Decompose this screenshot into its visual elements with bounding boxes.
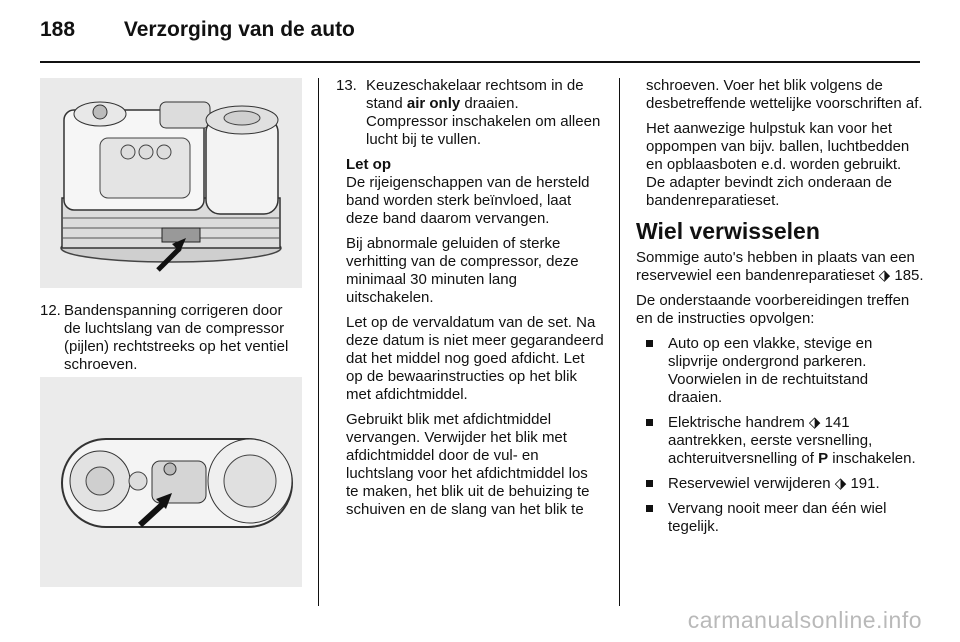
air-only-label: air only	[406, 95, 461, 112]
column-divider-1	[318, 78, 319, 606]
bullet-square-icon	[646, 505, 653, 512]
bullet-item: Auto op een vlakke, stevige en slipvrije ondergrond parkeren. Voorwielen in de rechtuitstand draaien.	[646, 335, 924, 407]
page-number: 188	[40, 18, 76, 41]
note-paragraph: De rijeigenschappen van de hersteld band worden sterk beïnvloed, laat deze band daarom vervangen.	[346, 174, 590, 227]
step-text: Bandenspanning corrigeren door de luchtslang van de compressor (pijlen) rechtstreeks op het ventiel schroeven.	[64, 302, 289, 373]
note-block	[336, 156, 604, 519]
bullet-item: Vervang nooit meer dan één wiel tegelijk.	[646, 500, 924, 536]
page-ref-arrow-icon	[835, 475, 847, 492]
compressor-illustration-icon	[40, 78, 302, 288]
compressor-figure	[40, 78, 302, 288]
page-ref-arrow-icon	[879, 267, 891, 284]
step-12	[40, 302, 302, 374]
section-heading: Wiel verwisselen	[636, 218, 820, 244]
compressor-top-view-illustration-icon	[40, 377, 302, 587]
bullet-item: Reservewiel verwijderen ⬗ 191.	[646, 475, 924, 493]
right-column-text	[636, 77, 924, 543]
step-number: 12.	[40, 302, 61, 319]
left-column-text	[40, 302, 302, 381]
valve-figure	[40, 377, 302, 587]
page-ref-arrow-icon	[809, 414, 821, 431]
page-title: Verzorging van de auto	[123, 18, 355, 41]
continued-paragraph: schroeven. Voer het blik volgens de desbetreffende wettelijke voorschriften af.	[646, 77, 923, 112]
note-paragraph: Gebruikt blik met afdichtmiddel vervangen. Verwijder het blik met afdichtmiddel door de vul- en luchtslang voor het afdichtmiddel los te maken, het blik uit de behuizing te schuiven en de slang van het blik te	[346, 411, 590, 518]
intro-paragraph: Sommige auto's hebben in plaats van een reservewiel een bandenreparatieset ⬗ 185.	[636, 249, 924, 285]
step-number: 13.	[336, 77, 357, 94]
step-text: Keuzeschakelaar rechtsom in de stand air only draaien. Compressor inschakelen om alleen lucht bij te vullen.	[366, 77, 601, 148]
page-header	[40, 18, 355, 42]
continued-paragraph: Het aanwezige hulpstuk kan voor het oppompen van bijv. ballen, luchtbedden en opblaasboten e.d. worden gebruikt. De adapter bevindt zich onderaan de bandenreparatieset.	[646, 120, 910, 209]
header-rule	[40, 61, 920, 63]
middle-column-text	[336, 77, 604, 526]
page-ref: 141	[824, 414, 850, 431]
step-13	[336, 77, 604, 149]
watermark: carmanualsonline.info	[687, 607, 922, 633]
note-paragraph: Let op de vervaldatum van de set. Na deze datum is niet meer gegarandeerd dat het middel nog goed afdicht. Let op de bewaarinstructies op het blik met afdichtmiddel.	[346, 314, 604, 403]
page-ref: 191.	[850, 475, 880, 492]
bullet-square-icon	[646, 480, 653, 487]
column-divider-2	[619, 78, 620, 606]
intro-paragraph: De onderstaande voorbereidingen treffen en de instructies opvolgen:	[636, 292, 910, 327]
page-ref: 185.	[894, 267, 924, 284]
note-paragraph: Bij abnormale geluiden of sterke verhitting van de compressor, deze minimaal 30 minuten lang uitschakelen.	[346, 235, 579, 306]
bullet-item: Elektrische handrem ⬗ 141 aantrekken, eerste versnelling, achteruitversnelling of P inschakelen.	[646, 414, 924, 468]
bullet-square-icon	[646, 419, 653, 426]
bullet-square-icon	[646, 340, 653, 347]
note-title: Let op	[346, 156, 391, 173]
